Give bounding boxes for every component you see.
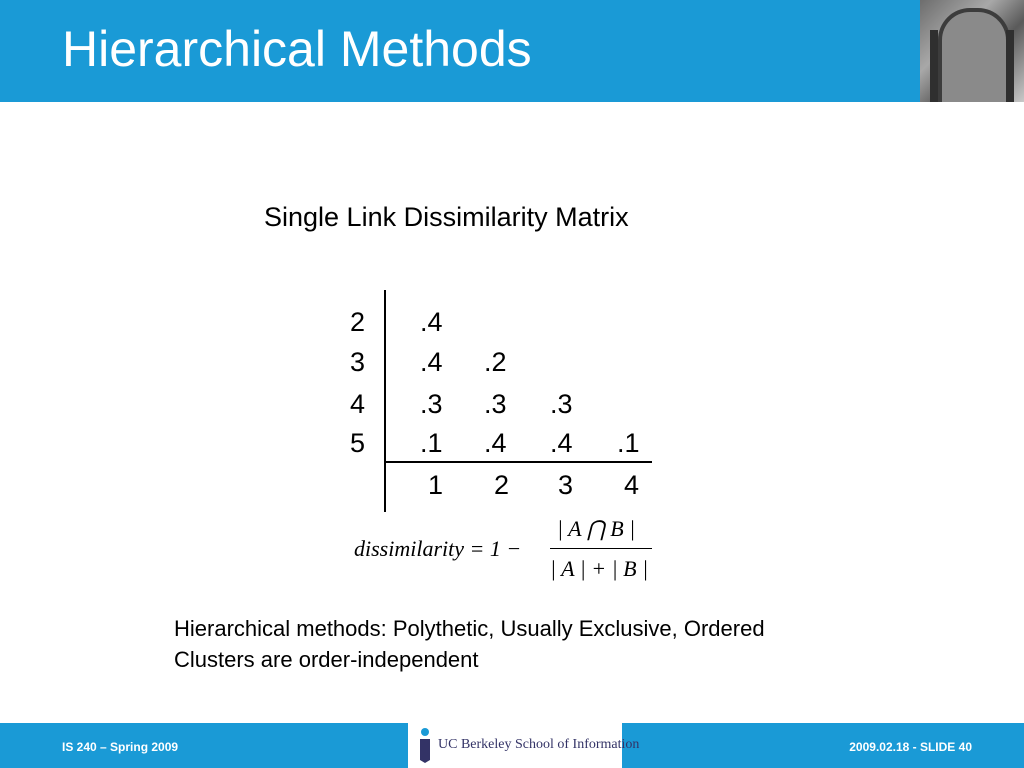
column-label: 2 xyxy=(494,470,510,500)
formula-denominator: | A | + | B | xyxy=(550,556,649,581)
formula-fraction-bar xyxy=(550,548,652,549)
course-label: IS 240 – Spring 2009 xyxy=(62,740,179,754)
logo-text: UC Berkeley School of Information xyxy=(438,737,640,752)
dissimilarity-formula xyxy=(354,514,674,584)
matrix-cell: .2 xyxy=(484,347,507,377)
matrix-horizontal-rule xyxy=(384,461,652,463)
row-label: 3 xyxy=(350,347,366,377)
row-label: 5 xyxy=(350,428,366,458)
matrix-cell: .1 xyxy=(617,428,640,458)
column-label: 1 xyxy=(428,470,444,500)
note-line: Clusters are order-independent xyxy=(174,647,479,672)
matrix-cell: .4 xyxy=(420,347,443,377)
matrix-cell: .4 xyxy=(484,428,507,458)
matrix-cell: .3 xyxy=(484,389,507,419)
ischool-logo-icon xyxy=(414,727,436,764)
column-label: 4 xyxy=(624,470,640,500)
row-label: 4 xyxy=(350,389,366,419)
matrix-heading: Single Link Dissimilarity Matrix xyxy=(264,202,629,232)
matrix-cell: .3 xyxy=(550,389,573,419)
matrix-cell: .3 xyxy=(420,389,443,419)
slide-title: Hierarchical Methods xyxy=(62,21,532,77)
note-line: Hierarchical methods: Polythetic, Usually Exclusive, Ordered xyxy=(174,616,765,641)
matrix-vertical-rule xyxy=(384,290,386,512)
slide-number: 2009.02.18 - SLIDE 40 xyxy=(849,740,972,754)
footer-bar xyxy=(0,723,1024,768)
column-label: 3 xyxy=(558,470,574,500)
matrix-cell: .1 xyxy=(420,428,443,458)
formula-lhs: dissimilarity = 1 − xyxy=(354,536,522,561)
school-logo xyxy=(408,723,640,768)
matrix-cell: .4 xyxy=(420,307,443,337)
formula-numerator: | A ⋂ B | xyxy=(557,516,636,541)
matrix-cell: .4 xyxy=(550,428,573,458)
row-label: 2 xyxy=(350,307,366,337)
